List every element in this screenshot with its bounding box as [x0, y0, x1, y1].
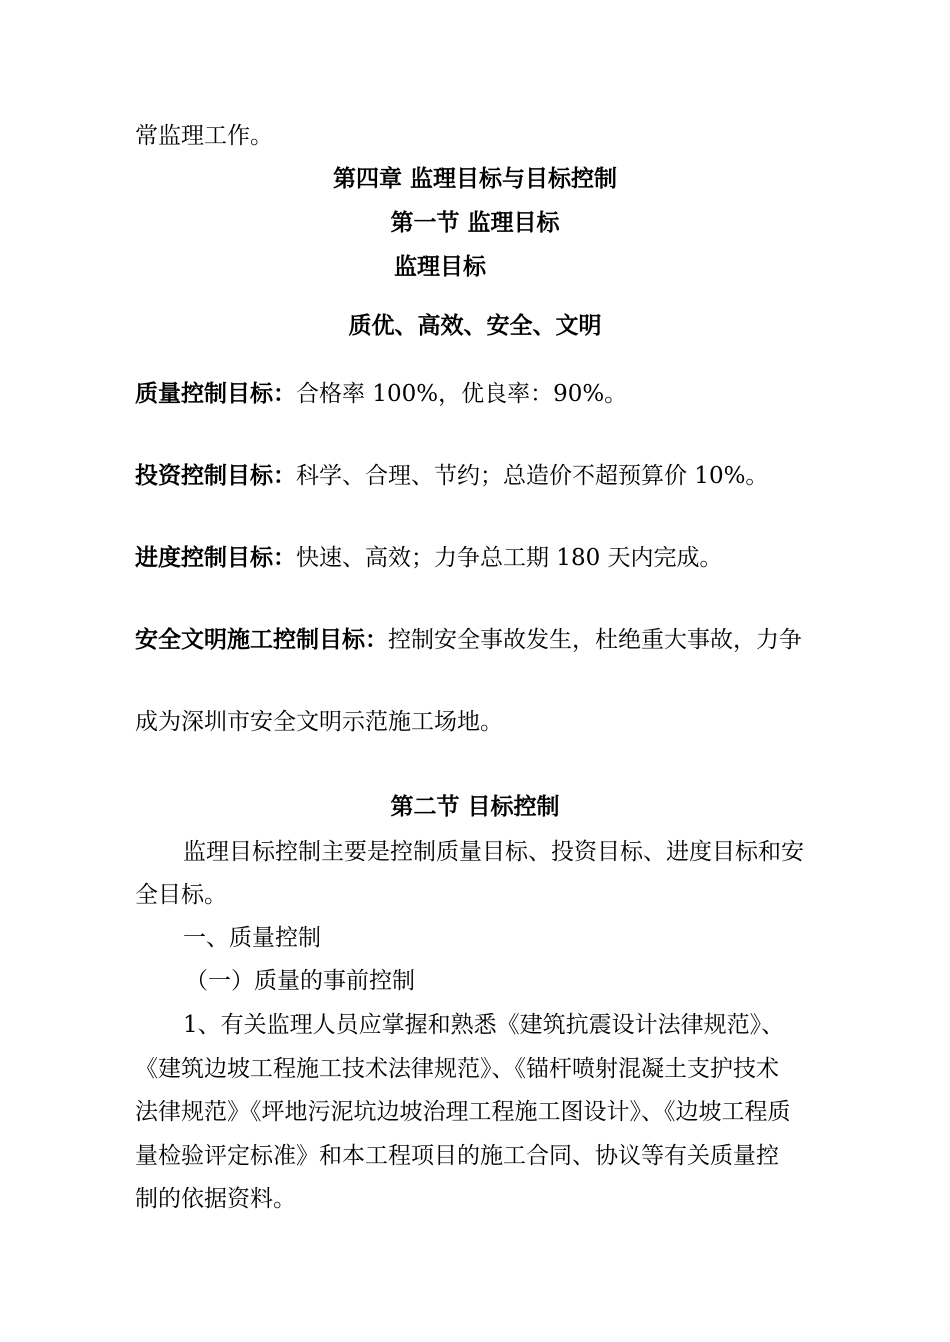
paragraph-line: 法律规范》《坪地污泥坑边坡治理工程施工图设计》、《边坡工程质 [135, 1099, 791, 1125]
safety-goal [135, 624, 850, 656]
section-title: 第一节 监理目标 [390, 210, 560, 236]
safety-goal-label: 安全文明施工控制目标： [135, 627, 388, 653]
paragraph-line: 制的依据资料。 [135, 1186, 296, 1212]
safety-goal-text: 控制安全事故发生，杜绝重大事故，力争 [388, 627, 802, 653]
list-subheading: （一）质量的事前控制 [185, 968, 415, 994]
subtitle: 监理目标 [394, 254, 486, 280]
section-title: 第二节 目标控制 [390, 794, 560, 820]
paragraph-line: 《建筑边坡工程施工技术法律规范》、《锚杆喷射混凝土支护技术 [135, 1056, 779, 1082]
investment-goal [135, 460, 850, 492]
list-heading: 一、质量控制 [183, 925, 321, 951]
paragraph-line: 量检验评定标准》和本工程项目的施工合同、协议等有关质量控 [135, 1143, 779, 1169]
investment-goal-text: 科学、合理、节约；总造价不超预算价 10%。 [296, 463, 769, 489]
schedule-goal-label: 进度控制目标： [135, 545, 296, 571]
intro-tail-text: 常监理工作。 [135, 123, 273, 149]
motto: 质优、高效、安全、文明 [348, 313, 602, 339]
paragraph-line: 监理目标控制主要是控制质量目标、投资目标、进度目标和安 [183, 839, 804, 865]
safety-goal-continued: 成为深圳市安全文明示范施工场地。 [135, 709, 503, 735]
quality-goal-text: 合格率 100%，优良率：90%。 [296, 381, 628, 407]
schedule-goal-text: 快速、高效；力争总工期 180 天内完成。 [296, 545, 723, 571]
quality-goal-label: 质量控制目标： [135, 381, 296, 407]
quality-goal [135, 378, 850, 410]
paragraph-line: 全目标。 [135, 882, 227, 908]
paragraph-line: 1、有关监理人员应掌握和熟悉《建筑抗震设计法律规范》、 [183, 1012, 785, 1038]
chapter-title: 第四章 监理目标与目标控制 [332, 166, 617, 192]
investment-goal-label: 投资控制目标： [135, 463, 296, 489]
schedule-goal [135, 542, 850, 574]
